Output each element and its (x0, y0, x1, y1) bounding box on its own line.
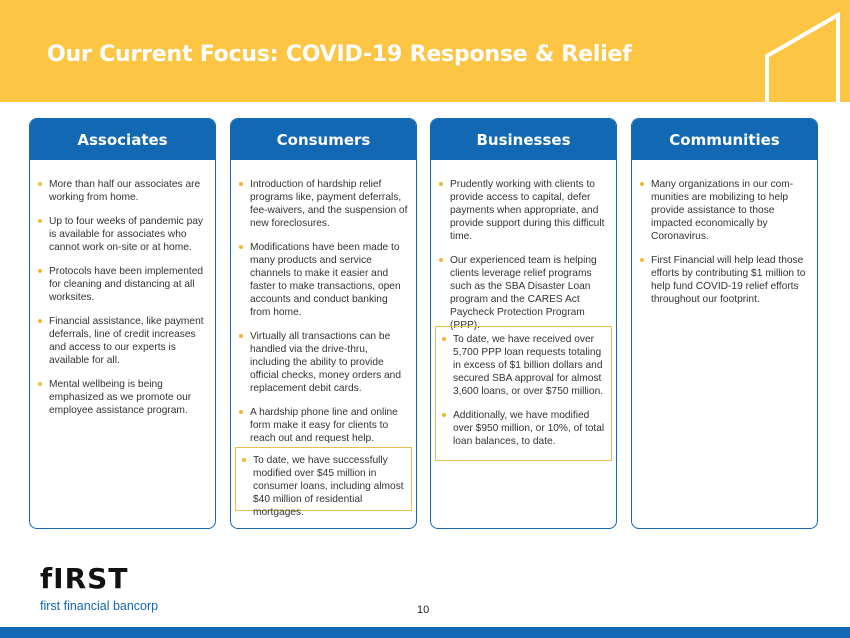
bullet-item: Virtually all transactions can be handled via the drive-thru, including the ability to provide official checks, money orders and replacement debit cards. (238, 330, 410, 395)
consumers-highlight-box (235, 447, 412, 518)
consumers-card (230, 118, 417, 529)
bullet-item: Up to four weeks of pandemic pay is available for associates who cannot work on-site or at home. (37, 215, 209, 254)
bullet-item: Additionally, we have modified over $950 million, or 10%, of total loan balances, to date. (441, 409, 606, 448)
bullet-item: Modifications have been made to many products and service channels to make it easier and faster to make transactions, open accounts and conduct banking from home. (238, 241, 410, 319)
bullet-item: Financial assistance, like payment deferrals, line of credit increases and access to our experts is available for all. (37, 315, 209, 367)
house-outline-icon (0, 0, 850, 102)
bullet-item: To date, we have successfully modified over $45 million in consumer loans, including almost $40 million of residential mortgages. (241, 454, 406, 519)
bullet-item: Prudently working with clients to provide access to capital, defer payments when appropriate, and provide support during this difficult time. (438, 178, 610, 243)
bullet-item: First Financial will help lead those efforts by contributing $1 million to help fund COVID-19 relief efforts throughout our footprint. (639, 254, 811, 306)
associates-card-title: Associates (30, 119, 215, 160)
consumers-bullets (238, 178, 410, 456)
company-name: first financial bancorp (40, 599, 159, 613)
page-number: 10 (417, 604, 430, 616)
businesses-card (430, 118, 617, 529)
company-logo: fIRST (40, 562, 129, 595)
bullet-item: Protocols have been implemented for cleaning and distancing at all worksites. (37, 265, 209, 304)
bullet-item: A hardship phone line and online form make it easy for clients to reach out and request help. (238, 406, 410, 445)
communities-card (631, 118, 818, 529)
bullet-item: Mental wellbeing is being emphasized as we promote our employee assistance program. (37, 378, 209, 417)
bullet-item: Many organizations in our com-munities are mobilizing to help provide assistance to those impacted economically by Coronavirus. (639, 178, 811, 243)
businesses-highlight-box (435, 326, 612, 461)
title-banner (0, 0, 850, 102)
communities-card-title: Communities (632, 119, 817, 160)
bullet-item: Introduction of hardship relief programs like, payment deferrals, fee-waivers, and the suspension of new foreclosures. (238, 178, 410, 230)
bullet-item: Our experienced team is helping clients leverage relief programs such as the SBA Disaster Loan program and the CARES Act Paycheck Protection Program (PPP). (438, 254, 610, 332)
businesses-bullets (438, 178, 610, 343)
communities-bullets (639, 178, 811, 317)
businesses-card-title: Businesses (431, 119, 616, 160)
bullet-item: To date, we have received over 5,700 PPP loan requests totaling in excess of $1 billion dollars and secured SBA approval for almost 3,600 loans, or over $750 million. (441, 333, 606, 398)
bullet-item: More than half our associates are working from home. (37, 178, 209, 204)
associates-card (29, 118, 216, 529)
consumers-card-title: Consumers (231, 119, 416, 160)
footer-bar (0, 627, 850, 638)
associates-bullets (37, 178, 209, 428)
page-title: Our Current Focus: COVID-19 Response & Relief (47, 42, 632, 67)
